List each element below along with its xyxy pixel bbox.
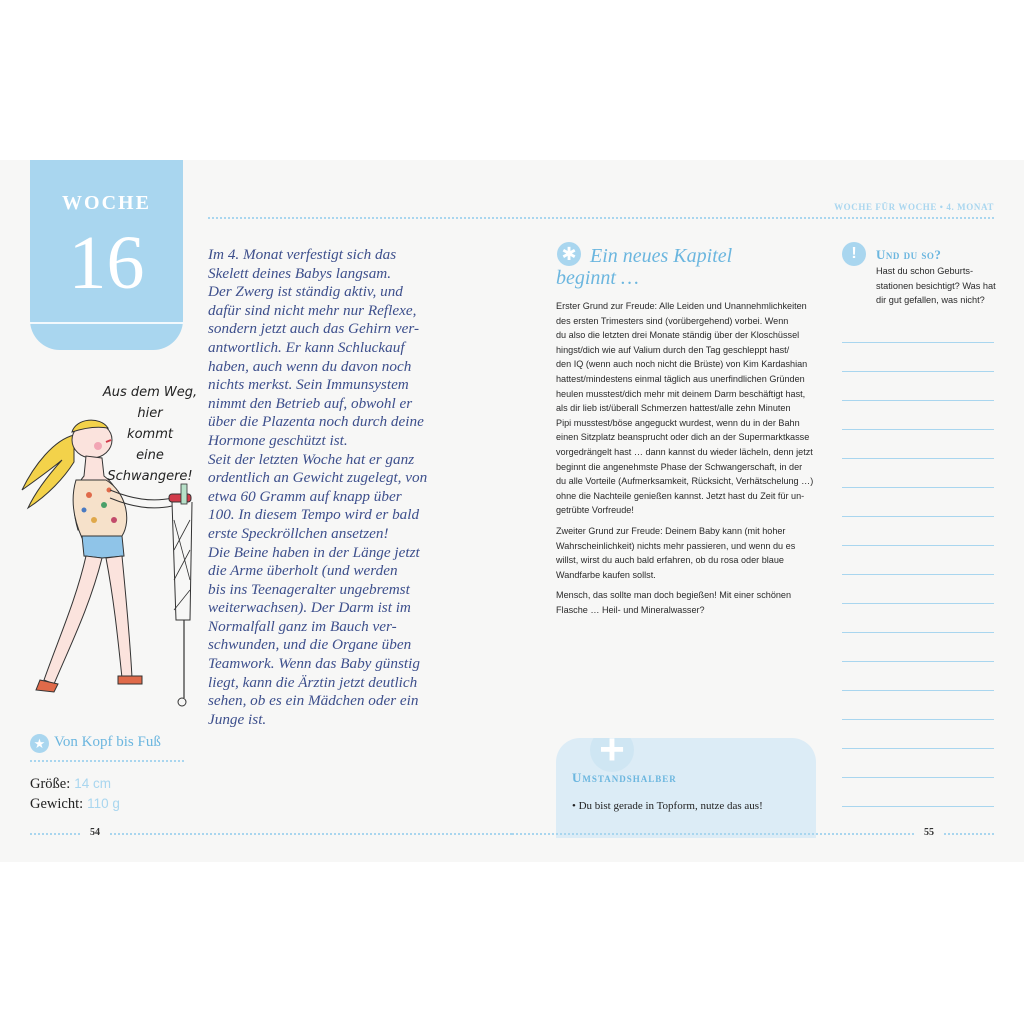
body-line: des ersten Trimesters sind (vorübergehend) vorbei. Wenn — [556, 315, 789, 326]
body-line: beginnt die angenehmste Phase der Schwangerschaft, in der — [556, 461, 803, 472]
speech-line: eine — [136, 448, 164, 463]
writing-line — [842, 371, 994, 372]
writing-line — [842, 748, 994, 749]
intro-line: Hormone geschützt ist. — [208, 431, 348, 449]
intro-line: Der Zwerg ist ständig aktiv, und — [208, 283, 403, 301]
week-label: WOCHE — [62, 192, 151, 214]
paragraph — [556, 299, 818, 518]
speech-bubble-text — [100, 382, 200, 487]
size-label: Größe: — [30, 776, 71, 792]
intro-line: 100. In diesem Tempo wird er bald — [208, 506, 420, 524]
body-line: Mensch, das sollte man doch begießen! Mit einer schönen — [556, 590, 792, 601]
writing-line — [842, 545, 994, 546]
du-title: Und du so? — [876, 247, 942, 262]
intro-line: weiterwachsen). Der Darm ist im — [208, 599, 411, 617]
body-line: vorgedrängelt hast … dann kannst du wieder lächeln, denn jetzt — [556, 446, 813, 457]
body-line: Pipi musstest/böse angeguckt wurdest, wenn du in der Bahn — [556, 417, 800, 428]
intro-text — [208, 246, 470, 729]
intro-line: antwortlich. Er kann Schluckauf — [208, 338, 405, 356]
body-line: willst, wirst du auch bald erfahren, ob du rosa oder blaue — [556, 555, 784, 566]
exclamation-icon: ! — [842, 242, 866, 266]
intro-line: schwunden, und die Organe üben — [208, 636, 412, 654]
speech-line: kommt — [127, 427, 173, 442]
du-line: Hast du schon Geburts- — [876, 266, 974, 276]
running-head: WOCHE FÜR WOCHE • 4. MONAT — [828, 202, 994, 212]
book-spread — [0, 160, 1024, 862]
section-title: Von Kopf bis Fuß — [54, 734, 161, 750]
du-line: dir gut gefallen, was nicht? — [876, 295, 985, 306]
box-item: • Du bist gerade in Topform, nutze das aus! — [572, 800, 763, 812]
intro-line: Junge ist. — [208, 710, 267, 728]
asterisk-icon: ✱ — [557, 242, 581, 266]
writing-line — [842, 400, 994, 401]
writing-line — [842, 632, 994, 633]
intro-line: Die Beine haben in der Länge jetzt — [208, 543, 420, 561]
speech-line: Aus dem Weg, — [102, 385, 198, 400]
intro-line: die Arme überholt (und werden — [208, 562, 398, 580]
intro-line: bis ins Teenageralter ungebremst — [208, 580, 410, 598]
section-divider — [30, 760, 184, 762]
weight-value: 110 g — [87, 796, 120, 811]
intro-line: sehen, ob es ein Mädchen oder ein — [208, 692, 419, 710]
plus-icon: + — [590, 738, 634, 772]
week-number: 16 — [68, 221, 145, 305]
writing-line — [842, 516, 994, 517]
intro-line: erste Speckröllchen ansetzen! — [208, 524, 389, 542]
intro-line: haben, auch wenn du davon noch — [208, 357, 412, 375]
intro-line: ordentlich an Gewicht zugelegt, von — [208, 469, 428, 487]
intro-line: dafür sind nicht mehr nur Reflexe, — [208, 301, 417, 319]
body-line: du also die letzten drei Monate ständig über der Kloschüssel — [556, 330, 800, 341]
writing-line — [842, 719, 994, 720]
umstandshalber-box — [556, 738, 816, 838]
speech-line: Schwangere! — [107, 469, 193, 484]
body-line: hattest/mindestens einmal täglich aus unerfindlichen Gründen — [556, 373, 805, 384]
writing-line — [842, 574, 994, 575]
right-page — [512, 160, 1024, 862]
writing-line — [842, 342, 994, 343]
body-line: den IQ (wenn auch noch nicht die Brüste) von Kim Kardashian — [556, 359, 808, 370]
intro-line: Im 4. Monat verfestigt sich das — [208, 246, 397, 263]
du-line: stationen besichtigt? Was hat — [876, 280, 996, 291]
writing-line — [842, 806, 994, 807]
intro-line: Normalfall ganz im Bauch ver- — [208, 617, 397, 635]
intro-line: Seit der letzten Woche hat er ganz — [208, 450, 415, 468]
left-page — [0, 160, 512, 862]
intro-line: Skelett deines Babys langsam. — [208, 264, 392, 282]
body-line: Zweiter Grund zur Freude: Deinem Baby kann (mit hoher — [556, 525, 786, 536]
body-line: als dir lieb ist/überall Schmerzen hattest/alle zehn Minuten — [556, 403, 791, 414]
body-line: hingst/dich wie auf Valium durch den Tag geschleppt hast/ — [556, 344, 790, 355]
paragraph — [556, 588, 818, 617]
writing-line — [842, 690, 994, 691]
writing-line — [842, 487, 994, 488]
star-icon: ★ — [30, 734, 49, 753]
writing-line — [842, 458, 994, 459]
body-line: ohne die Nachteile genießen kannst. Jetzt hast du Zeit für un- — [556, 490, 805, 501]
writing-line — [842, 603, 994, 604]
week-tab — [30, 160, 183, 350]
intro-line: nimmt den Betrieb auf, obwohl er — [208, 394, 413, 412]
size-value: 14 cm — [74, 776, 112, 791]
intro-line: etwa 60 Gramm auf knapp über — [208, 487, 402, 505]
size-row — [30, 776, 111, 793]
intro-line: nichts merkst. Sein Immunsystem — [208, 376, 409, 394]
writing-line — [842, 661, 994, 662]
speech-line: hier — [137, 406, 163, 421]
body-line: Erster Grund zur Freude: Alle Leiden und Unannehmlichkeiten — [556, 301, 807, 311]
body-line: Wahrscheinlichkeit) nichts mehr passieren, und wenn du es — [556, 540, 796, 551]
body-line: getrübte Vorfreude! — [556, 505, 634, 516]
section-heading-kopf-bis-fuss — [30, 734, 190, 753]
kapitel-body — [556, 299, 818, 623]
body-line: Flasche … Heil- und Mineralwasser? — [556, 604, 705, 615]
du-question — [876, 264, 998, 308]
writing-line — [842, 429, 994, 430]
intro-line: Teamwork. Wenn das Baby günstig — [208, 655, 420, 673]
box-title: Umstandshalber — [572, 770, 677, 785]
intro-line: sondern jetzt auch das Gehirn ver- — [208, 320, 420, 338]
body-line: heulen musstest/dich mehr mit deinem Darm beschäftigt hast, — [556, 388, 806, 399]
header-rule — [208, 217, 994, 219]
body-line: Wandfarbe kaufen sollst. — [556, 569, 656, 580]
tab-divider — [30, 322, 183, 324]
page-number-right: 55 — [916, 827, 942, 838]
writing-line — [842, 777, 994, 778]
intro-line: liegt, kann die Ärztin jetzt deutlich — [208, 673, 418, 691]
page-number-left: 54 — [82, 827, 108, 838]
intro-line: über die Plazenta noch durch deine — [208, 413, 424, 431]
paragraph — [556, 524, 818, 582]
kapitel-title: Ein neues Kapitel beginnt … — [556, 245, 733, 289]
body-line: einen Sitzplatz beansprucht oder dich an der Supermarktkasse — [556, 432, 810, 443]
body-line: du alle Vorteile (Aufmerksamkeit, Rücksicht, Verhätschelung …) — [556, 476, 814, 487]
weight-row — [30, 796, 120, 813]
weight-label: Gewicht: — [30, 796, 84, 812]
